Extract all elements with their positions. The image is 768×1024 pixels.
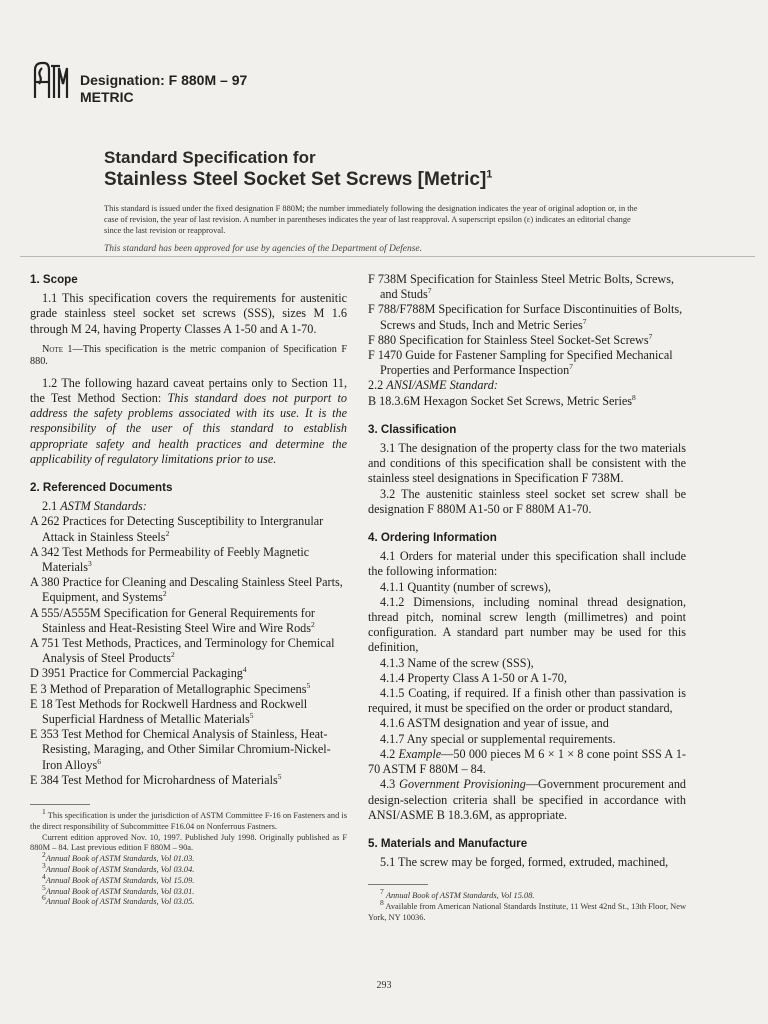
reference-item: E 3 Method of Preparation of Metallographic Specimens$^5$	[30, 680, 311, 696]
footnote: $^5$Annual Book of ASTM Standards, Vol 03.01.	[42, 882, 195, 896]
reference-item: E 384 Test Method for Microhardness of Materials$^5$	[30, 771, 282, 787]
title-line-2: Stainless Steel Socket Set Screws [Metric]$^1$	[104, 168, 493, 190]
reference-item: F 788/F788M Specification for Surface Discontinuities of Bolts, Screws and Studs, Inch and Metric Series$^7$	[368, 302, 683, 332]
reference-item: F 1470 Guide for Fastener Sampling for Specified Mechanical Properties and Performance Inspection$^7$	[368, 348, 673, 378]
reference-item: A 262 Practices for Detecting Susceptibility to Intergranular Attack in Stainless Steels$^2$	[30, 514, 324, 544]
para-4-1-4: 4.1.4 Property Class A 1-50 or A 1-70,	[380, 670, 567, 685]
reference-item: A 751 Test Methods, Practices, and Terminology for Chemical Analysis of Steel Products$^2$	[30, 636, 335, 666]
astm-reference-list	[30, 514, 347, 788]
para-1-1: 1.1 This specification covers the requirements for austenitic grade stainless steel socket set screws (SSS), sizes M 1.6 through M 24, having Property Classes A 1-50 and A 1-70.	[30, 291, 347, 336]
right-footnotes	[368, 887, 686, 923]
section-scope-heading: 1. Scope	[30, 273, 78, 286]
dod-note: This standard has been approved for use by agencies of the Department of Defense.	[104, 244, 423, 254]
para-4-1-2: 4.1.2 Dimensions, including nominal thread designation, thread pitch, nominal screw length (millimetres) and point configuration. A standard part number may be used for this definition,	[368, 594, 686, 655]
para-4-1-6: 4.1.6 ASTM designation and year of issue, and	[380, 716, 609, 731]
reference-item: E 18 Test Methods for Rockwell Hardness and Rockwell Superficial Hardness of Metallic Materials$^5$	[30, 696, 308, 727]
reference-item: A 380 Practice for Cleaning and Descaling Stainless Steel Parts, Equipment, and Systems$^2$	[30, 575, 343, 605]
footnote: $^1$ This specification is under the jurisdiction of ASTM Committee F-16 on Fasteners and is the direct responsibility of Subcommittee F16.04 on Nonferrous Fastners.	[30, 807, 347, 831]
section-materials-heading: 5. Materials and Manufacture	[368, 836, 528, 850]
reference-item: D 3951 Practice for Commercial Packaging$^4$	[30, 665, 247, 681]
ansi-reference: B 18.3.6M Hexagon Socket Set Screws, Metric Series$^8$	[368, 392, 636, 408]
para-5-1: 5.1 The screw may be forged, formed, extruded, machined,	[380, 855, 669, 870]
para-4-1-7: 4.1.7 Any special or supplemental requirements.	[380, 731, 616, 746]
note-1: Note 1—This specification is the metric companion of Specification F 880.	[30, 343, 348, 368]
designation-block	[80, 72, 247, 106]
preamble-text: This standard is issued under the fixed designation F 880M; the number immediately following the designation indicates the year of original adoption or, in the case of revision, the year of last revision. A number in parentheses indicates the year of last reapproval. A superscript epsilon (ε) indicates an editorial change since the last revision or reapproval.	[104, 204, 638, 235]
section-referenced-heading: 2. Referenced Documents	[30, 481, 173, 495]
para-4-1-3: 4.1.3 Name of the screw (SSS),	[380, 655, 534, 670]
header-rule	[20, 256, 755, 257]
footnote: Current edition approved Nov. 10, 1997. Published July 1998. Originally published as F 880M – 84. Last previous edition F 880M – 90a.	[30, 832, 347, 853]
reference-item: A 342 Test Methods for Permeability of Feebly Magnetic Materials$^3$	[30, 544, 310, 575]
footnote-rule	[368, 884, 428, 885]
title-footnote-mark: 1	[486, 168, 493, 181]
para-4-1-1: 4.1.1 Quantity (number of screws),	[380, 579, 551, 594]
reference-item: A 555/A555M Specification for General Requirements for Stainless and Heat-Resisting Steel Wire and Wire Rods$^2$	[30, 605, 315, 635]
astm-standards-label: 2.1 ASTM Standards:	[42, 499, 147, 514]
reference-item: F 880 Specification for Stainless Steel Socket-Set Screws$^7$	[368, 331, 653, 347]
ansi-standard-label: 2.2 ANSI/ASME Standard:	[368, 378, 498, 393]
footnote: $^4$Annual Book of ASTM Standards, Vol 15.09.	[42, 872, 195, 885]
reference-item: F 738M Specification for Stainless Steel Metric Bolts, Screws, and Studs$^7$	[368, 272, 675, 302]
reference-item: E 353 Test Method for Chemical Analysis of Stainless, Heat-Resisting, Maraging, and Other Similar Chromium-Nickel-Iron Alloys$^6$	[30, 727, 331, 772]
footnote: $^6$Annual Book of ASTM Standards, Vol 03.05.	[42, 893, 195, 907]
para-3-1: 3.1 The designation of the property class for the two materials and conditions of this specification shall be consistent with the stainless steel designations in Specification F 738M.	[368, 441, 686, 486]
page-number: 293	[376, 980, 392, 991]
section-classification-heading: 3. Classification	[368, 422, 457, 436]
left-footnotes	[30, 807, 347, 908]
para-4-3: 4.3 Government Provisioning—Government procurement and design-selection criteria shall be specified in accordance with ANSI/ASME B 18.3.6M, as appropriate.	[368, 777, 687, 822]
right-column	[368, 272, 686, 924]
section-ordering-heading: 4. Ordering Information	[368, 531, 497, 545]
designation-label: Designation: F 880M – 97	[80, 72, 248, 88]
left-column	[30, 272, 347, 908]
footnote: $^3$Annual Book of ASTM Standards, Vol 03.04.	[42, 861, 195, 875]
footnote: $^2$Annual Book of ASTM Standards, Vol 01.03.	[42, 850, 195, 864]
footnote: $^8$ Available from American National Standards Institute, 11 West 42nd St., 13th Floor, New York, NY 10036.	[368, 898, 686, 922]
para-3-2: 3.2 The austenitic stainless steel socket set screw shall be designation F 880M A1-50 or F 880M A1-70.	[368, 486, 686, 516]
title-line-1: Standard Specification for	[104, 148, 316, 167]
astm-logo	[30, 58, 70, 104]
document-title	[104, 147, 492, 191]
para-4-2: 4.2 Example—50 000 pieces M 6 × 1 × 8 cone point SSS A 1-70 ASTM F 880M – 84.	[368, 746, 686, 777]
para-4-1: 4.1 Orders for material under this specification shall include the following information:	[368, 549, 686, 579]
footnote-rule	[30, 804, 90, 805]
footnote: $^7$ Annual Book of ASTM Standards, Vol 15.08.	[380, 887, 535, 901]
metric-label: METRIC	[80, 89, 134, 105]
para-1-2: 1.2 The following hazard caveat pertains only to Section 11, the Test Method Section: This standard does not purport to address the safety problems associated with its use. It is the responsibility of the user of this standard to establish appropriate safety and health practices and determine the applicability of regulatory limitations prior to use.	[30, 375, 348, 466]
para-4-1-5: 4.1.5 Coating, if required. If a finish other than passivation is required, it must be specified on the order or product standard,	[368, 686, 686, 716]
